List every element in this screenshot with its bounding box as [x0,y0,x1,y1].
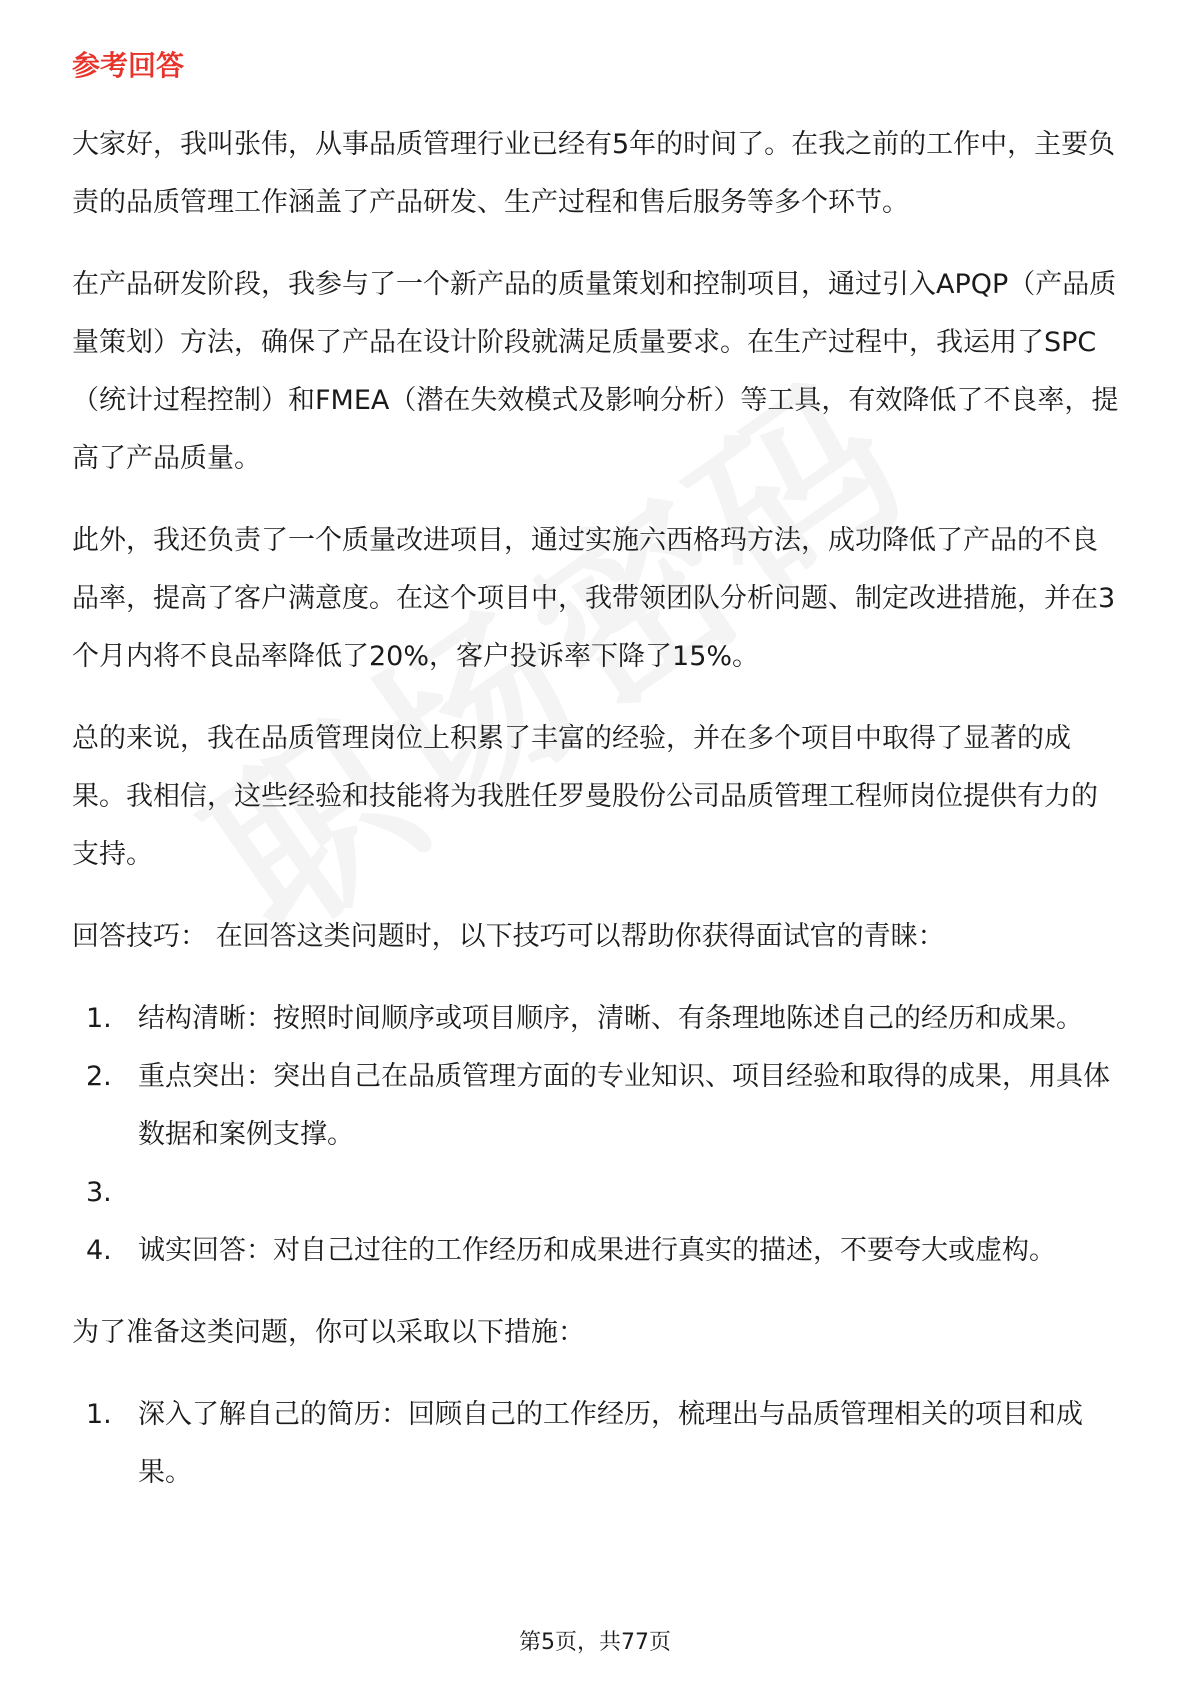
list-text [138,1164,1122,1222]
answer-paragraph-4: 总的来说，我在品质管理岗位上积累了丰富的经验，并在多个项目中取得了显著的成果。我相信，这些经验和技能将为我胜任罗曼股份公司品质管理工程师岗位提供有力的支持。 [72,723,1098,870]
list-text: 诚实回答：对自己过往的工作经历和成果进行真实的描述，不要夸大或虚构。 [138,1235,1056,1266]
list-item [72,1386,1122,1502]
list-item [72,1164,1122,1222]
answer-paragraph-2: 在产品研发阶段，我参与了一个新产品的质量策划和控制项目，通过引入APQP（产品质量策划）方法，确保了产品在设计阶段就满足质量要求。在生产过程中，我运用了SPC（统计过程控制）和FMEA（潜在失效模式及影响分析）等工具，有效降低了不良率，提高了产品质量。 [72,269,1119,474]
section-heading: 参考回答 [72,49,185,82]
list-number: 2. [86,1061,112,1092]
list-text: 深入了解自己的简历：回顾自己的工作经历，梳理出与品质管理相关的项目和成果。 [138,1399,1083,1488]
list-item [72,1222,1122,1280]
tips-list [72,990,1122,1280]
page-content [72,40,1122,1526]
answer-paragraph-1: 大家好，我叫张伟，从事品质管理行业已经有5年的时间了。在我之前的工作中，主要负责的品质管理工作涵盖了产品研发、生产过程和售后服务等多个环节。 [72,129,1116,218]
list-number: 4. [86,1235,112,1266]
list-item [72,1048,1122,1164]
prep-intro: 为了准备这类问题，你可以采取以下措施： [72,1317,585,1348]
answer-paragraph-3: 此外，我还负责了一个质量改进项目，通过实施六西格玛方法，成功降低了产品的不良品率，提高了客户满意度。在这个项目中，我带领团队分析问题、制定改进措施，并在3个月内将不良品率降低了20%，客户投诉率下降了15%。 [72,525,1116,672]
list-number: 1. [86,1003,112,1034]
list-number: 3. [86,1177,112,1208]
page-number-footer: 第5页，共77页 [519,1630,671,1655]
prep-list [72,1386,1122,1502]
list-text: 重点突出：突出自己在品质管理方面的专业知识、项目经验和取得的成果，用具体数据和案例支撑。 [138,1061,1110,1150]
tips-intro: 回答技巧： 在回答这类问题时，以下技巧可以帮助你获得面试官的青睐： [72,921,945,952]
list-text: 结构清晰：按照时间顺序或项目顺序，清晰、有条理地陈述自己的经历和成果。 [138,1003,1083,1034]
list-item [72,990,1122,1048]
list-number: 1. [86,1399,112,1430]
